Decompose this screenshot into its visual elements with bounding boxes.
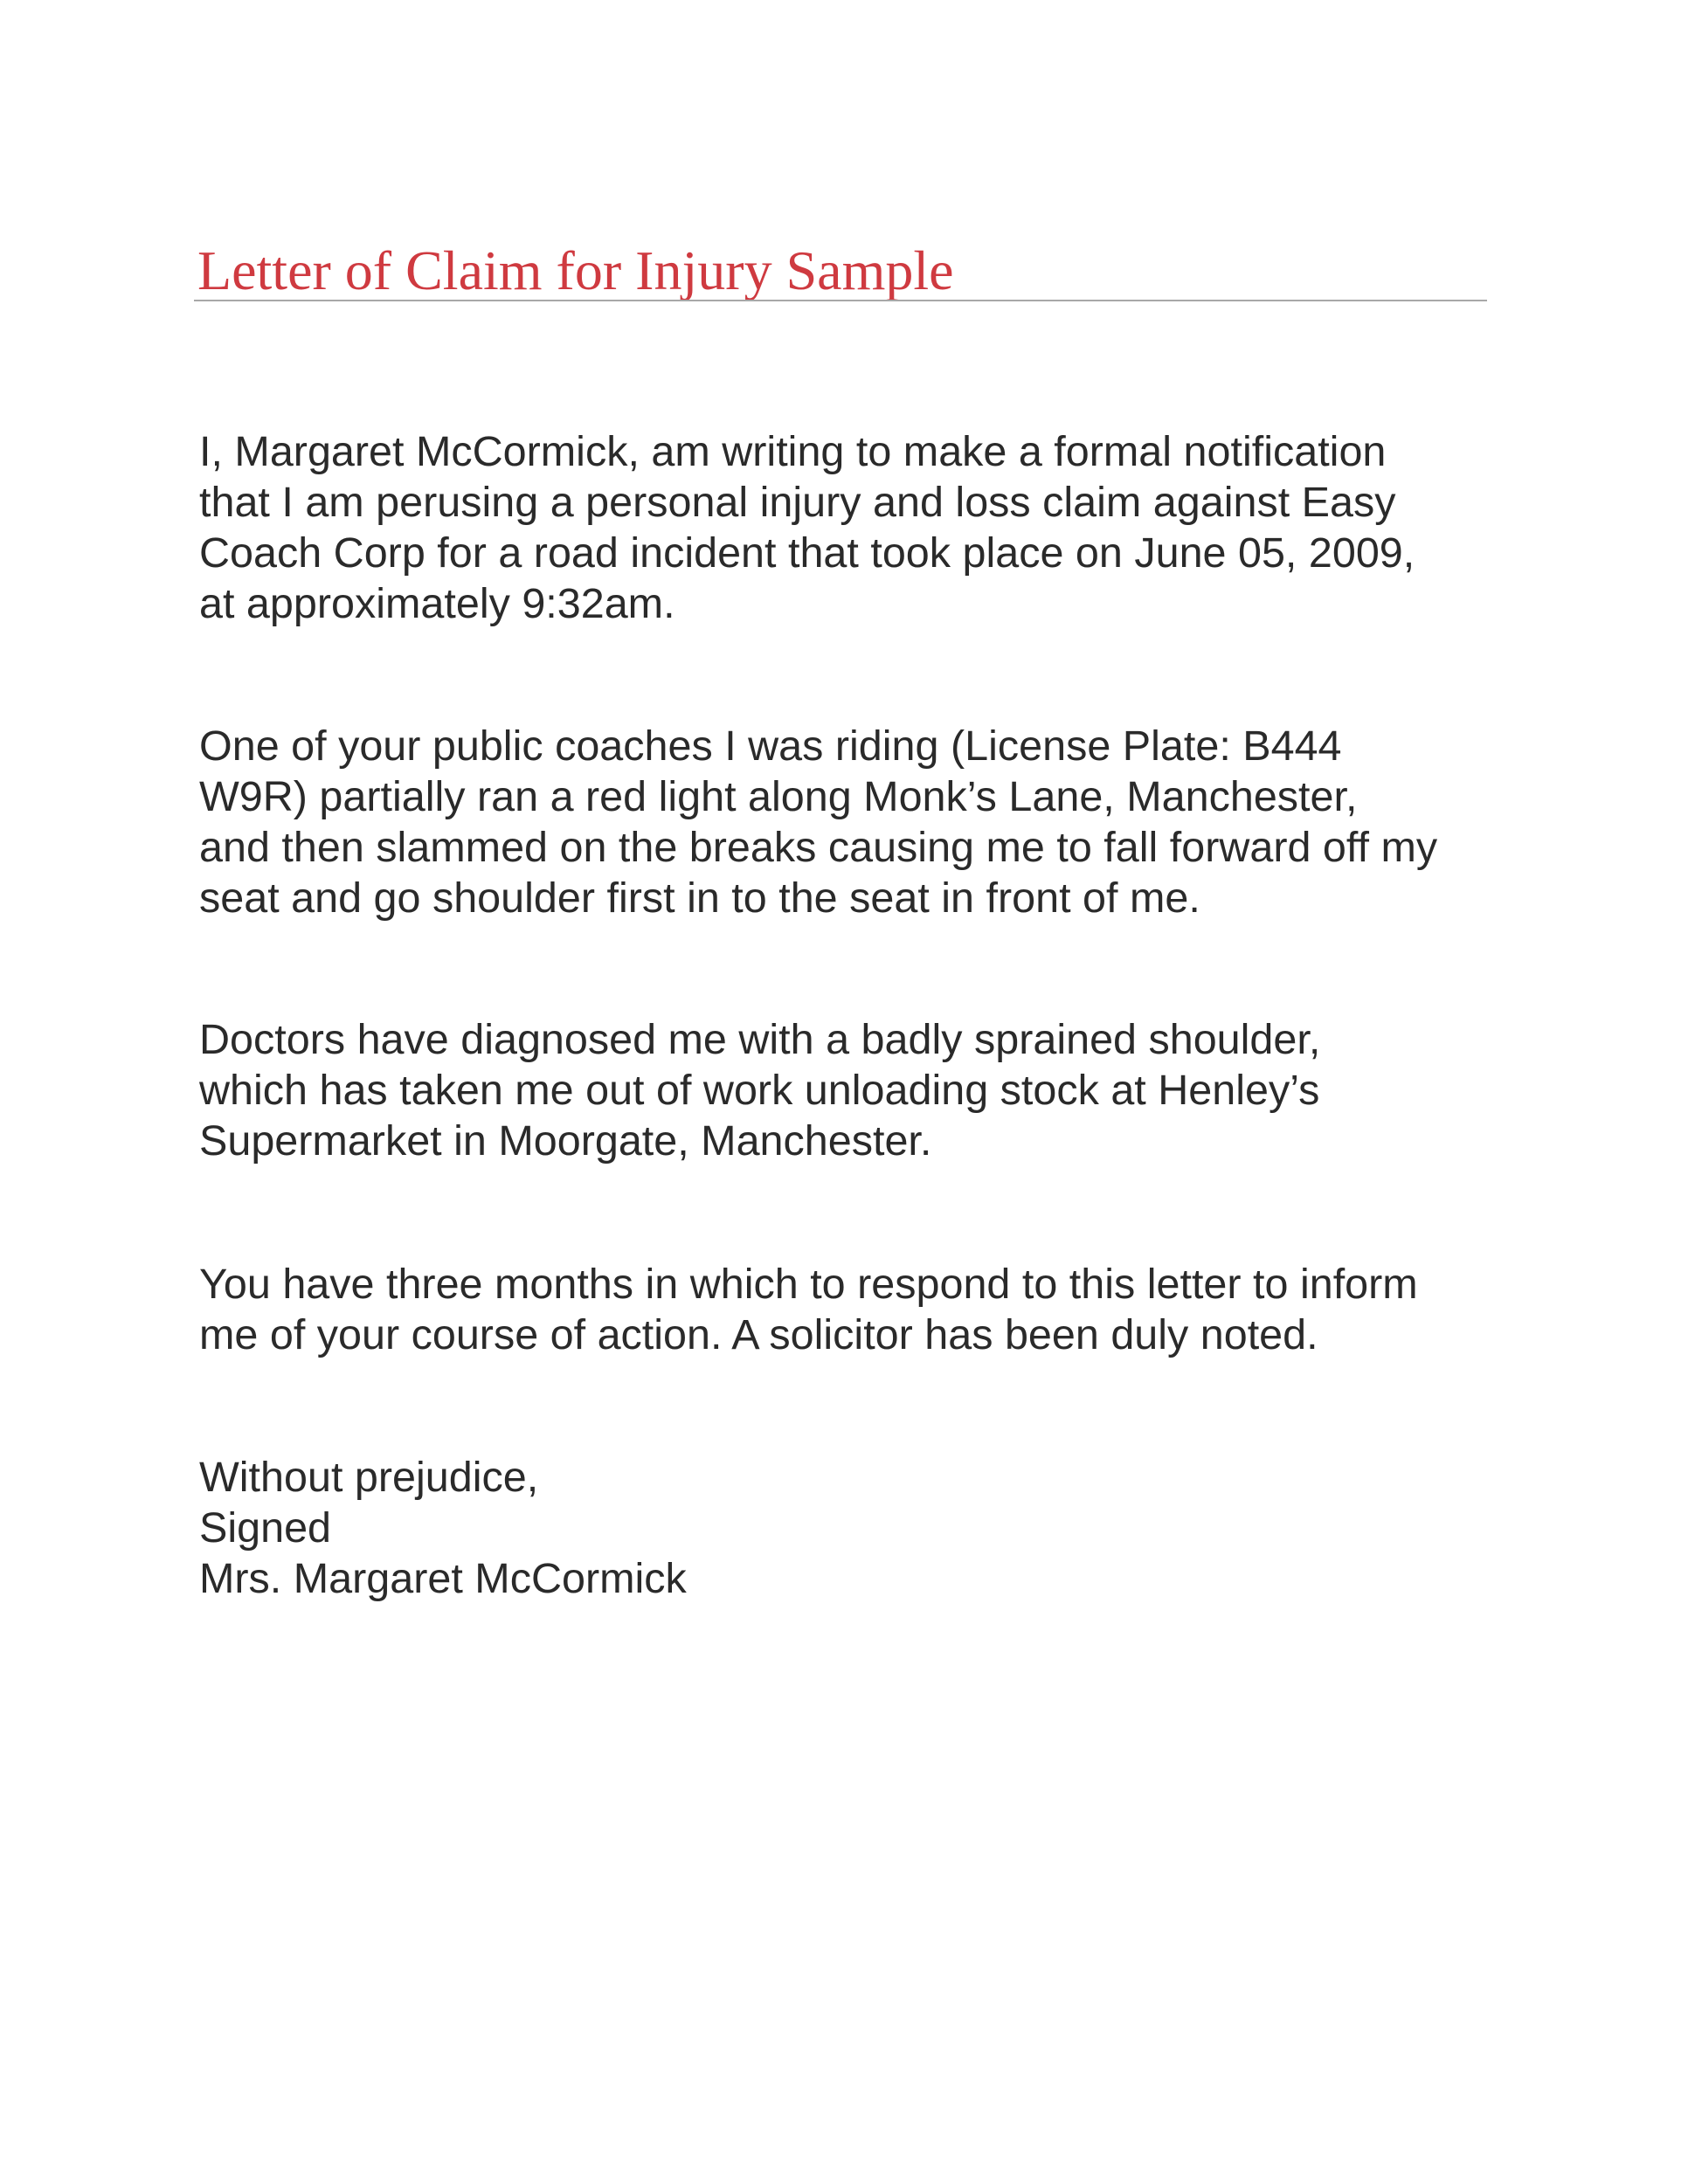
paragraph-line: Supermarket in Moorgate, Manchester. <box>199 1117 932 1165</box>
paragraph-diagnosis <box>199 1014 1510 1166</box>
paragraph-line: You have three months in which to respond to this letter to inform <box>199 1261 1418 1308</box>
paragraph-line: me of your course of action. A solicitor has been duly noted. <box>199 1311 1318 1358</box>
paragraph-line: Coach Corp for a road incident that took place on June 05, 2009, <box>199 529 1415 577</box>
paragraph-line: that I am perusing a personal injury and loss claim against Easy <box>199 479 1396 526</box>
paragraph-line: Doctors have diagnosed me with a badly sprained shoulder, <box>199 1016 1321 1063</box>
paragraph-line: and then slammed on the breaks causing me to fall forward off my <box>199 824 1438 871</box>
title-divider <box>194 300 1487 301</box>
paragraph-line: I, Margaret McCormick, am writing to make a formal notification <box>199 428 1387 475</box>
closing-signed: Signed <box>199 1504 332 1552</box>
paragraph-line: One of your public coaches I was riding (License Plate: B444 <box>199 722 1342 770</box>
signatory-name: Mrs. Margaret McCormick <box>199 1555 687 1602</box>
paragraph-line: W9R) partially ran a red light along Monk’s Lane, Manchester, <box>199 773 1358 820</box>
letter-closing <box>199 1452 1510 1604</box>
paragraph-notification <box>199 426 1510 629</box>
closing-salutation: Without prejudice, <box>199 1454 539 1501</box>
paragraph-line: which has taken me out of work unloading stock at Henley’s <box>199 1067 1320 1114</box>
paragraph-response-deadline <box>199 1259 1510 1360</box>
paragraph-line: seat and go shoulder first in to the seat in front of me. <box>199 874 1200 922</box>
document-title: Letter of Claim for Injury Sample <box>197 239 954 301</box>
paragraph-incident <box>199 721 1510 923</box>
paragraph-line: at approximately 9:32am. <box>199 580 675 627</box>
